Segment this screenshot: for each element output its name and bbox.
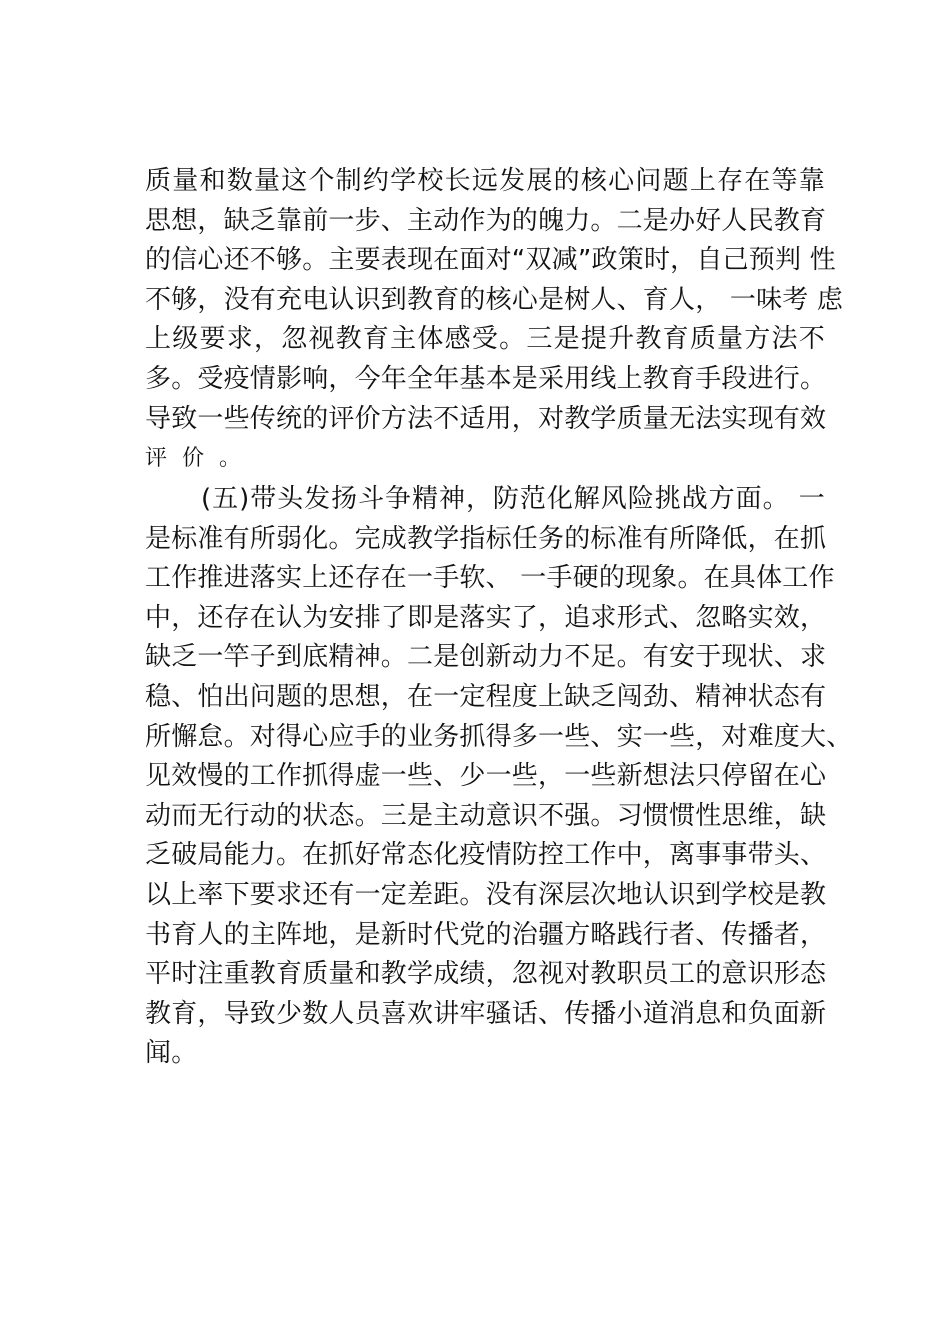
text-line: 是标准有所弱化。完成教学指标任务的标准有所降低，在抓 [145, 523, 827, 554]
paragraph-1 [145, 162, 844, 479]
text-line: 乏破局能力。在抓好常态化疫情防控工作中，离事事带头、 [145, 840, 827, 871]
text-line: 工作推进落实上还存在一手软、 一手硬的现象。在具体工作 [145, 563, 835, 594]
text-line: 的信心还不够。主要表现在面对“双减”政策时，自己预判 性 [145, 245, 836, 276]
text-line: 缺乏一竿子到底精神。二是创新动力不足。有安于现状、求 [145, 642, 827, 673]
text-line: 上级要求，忽视教育主体感受。三是提升教育质量方法不 [145, 324, 825, 355]
paragraph-2 [145, 480, 853, 1074]
text-line: 以上率下要求还有一定差距。没有深层次地认识到学校是教 [145, 879, 827, 910]
text-line: 所懈怠。对得心应手的业务抓得多一些、实一些，对难度大、 [145, 721, 853, 752]
text-line: 质量和数量这个制约学校长远发展的核心问题上存在等靠 [145, 166, 825, 196]
text-line: 导致一些传统的评价方法不适用，对教学质量无法实现有效 [145, 403, 827, 434]
text-line: 动而无行动的状态。三是主动意识不强。习惯惯性思维，缺 [145, 800, 827, 831]
text-line: 多。受疫情影响，今年全年基本是采用线上教育手段进行。 [145, 363, 827, 394]
text-line: 中，还存在认为安排了即是落实了，追求形式、忽略实效， [145, 602, 827, 633]
text-line: 闻。 [145, 1038, 198, 1069]
text-line: 稳、怕出问题的思想，在一定程度上缺乏闯劲、精神状态有 [145, 681, 827, 712]
text-line: 见效慢的工作抓得虚一些、少一些，一些新想法只停留在心 [145, 761, 827, 792]
section-heading-line: (五)带头发扬斗争精神，防范化解风险挑战方面。 一 [201, 484, 825, 514]
text-line: 平时注重教育质量和教学成绩，忽视对教职员工的意识形态 [145, 959, 827, 990]
text-line: 不够，没有充电认识到教育的核心是树人、育人， 一味考 虑 [145, 284, 844, 315]
text-line: 评 价 。 [145, 446, 245, 472]
text-line: 书育人的主阵地，是新时代党的治疆方略践行者、传播者， [145, 919, 827, 950]
text-line: 教育，导致少数人员喜欢讲牢骚话、传播小道消息和负面新 [145, 998, 827, 1029]
text-line: 思想，缺乏靠前一步、主动作为的魄力。二是办好人民教育 [145, 205, 827, 236]
